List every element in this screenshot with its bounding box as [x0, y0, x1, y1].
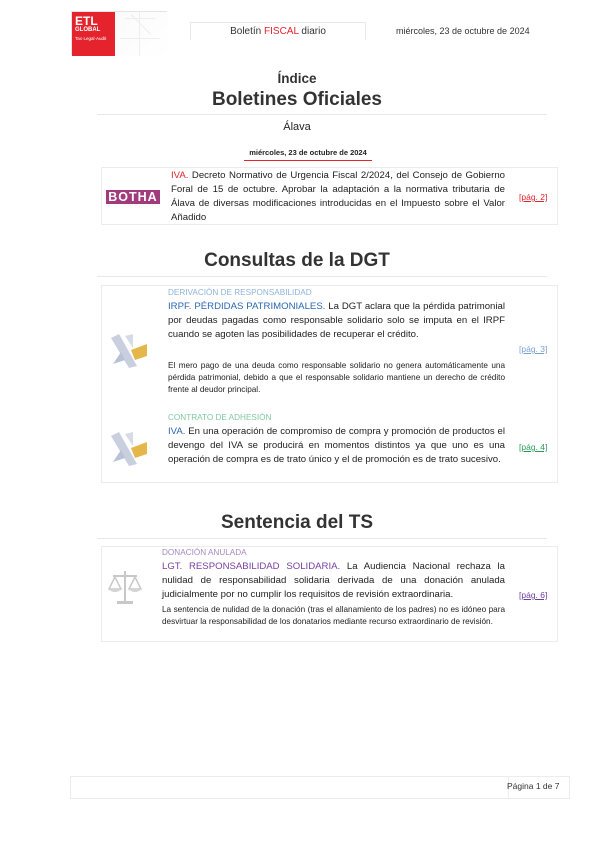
category-label: DONACIÓN ANULADA	[162, 548, 247, 557]
agencia-tributaria-icon	[107, 428, 151, 468]
index-label: Índice	[277, 71, 317, 86]
sentencia-summary: La sentencia de nulidad de la donación (tras el allanamiento de los padres) no es idóneo para desvirtuar la responsabilidad de los donatarios mediante recurso extraordinario de revisión.	[162, 605, 505, 626]
section-title-ts: Sentencia del TS	[220, 512, 374, 533]
divider	[97, 114, 547, 115]
section-title-boletines: Boletines Oficiales	[211, 89, 382, 110]
consulta-summary: El mero pago de una deuda como responsable solidario no genera automáticamente una pérdida patrimonial, debido a que el responsable solidario mantiene un derecho de crédito frente al deudor principal.	[168, 361, 505, 394]
category-label: DERIVACIÓN DE RESPONSABILIDAD	[168, 288, 312, 297]
page-link[interactable]: [pág. 6]	[519, 590, 548, 600]
etl-global-logo: ETL GLOBAL Tax·Legal·Audit	[71, 11, 167, 55]
scales-of-justice-icon	[105, 567, 145, 607]
consulta-text: IVA. En una operación de compromiso de compra y promoción de productos el devengo del IVA se producirá en momentos distintos ya que uno es una operación de compra es de trato único y el de promoción es de trato sucesivo.	[168, 426, 505, 466]
logo-pattern	[115, 12, 168, 56]
header-date: miércoles, 23 de octubre de 2024	[396, 26, 530, 36]
divider	[97, 276, 547, 277]
sentencia-text: LGT. RESPONSABILIDAD SOLIDARIA. La Audiencia Nacional rechaza la nulidad de responsabilidad solidaria derivada de una donación anulada judicialmente por no cumplir los requisitos de revisión extraordinaria.	[162, 561, 505, 601]
consulta-text: IRPF. PÉRDIDAS PATRIMONIALES. La DGT aclara que la pérdida patrimonial por deudas pagadas como responsable solidario solo se imputa en el IRPF cuando se agoten las posibilidades de recuperar el crédito.	[168, 301, 505, 341]
page-link[interactable]: [pág. 2]	[519, 192, 548, 202]
agencia-tributaria-icon	[107, 330, 151, 370]
page-link[interactable]: [pág. 4]	[519, 442, 548, 452]
page-number: Página 1 de 7	[507, 781, 560, 791]
category-label: CONTRATO DE ADHESIÓN	[168, 413, 272, 422]
page-link[interactable]: [pág. 3]	[519, 344, 548, 354]
divider	[97, 538, 547, 539]
region-label: Álava	[283, 121, 311, 133]
botha-logo: BOTHA	[106, 190, 160, 204]
footer	[70, 776, 570, 799]
section-title-dgt: Consultas de la DGT	[204, 250, 390, 271]
bulletin-title: Boletín FISCAL diario	[190, 22, 366, 40]
date-pill: miércoles, 23 de octubre de 2024	[244, 146, 372, 161]
bulletin-text: IVA. Decreto Normativo de Urgencia Fiscal 2/2024, del Consejo de Gobierno Foral de 15 de octubre. Aprobar la adaptación a la normativa tributaria de Álava de diversas modificaciones introducidas en el Impuesto sobre el Valor Añadido	[171, 170, 505, 224]
